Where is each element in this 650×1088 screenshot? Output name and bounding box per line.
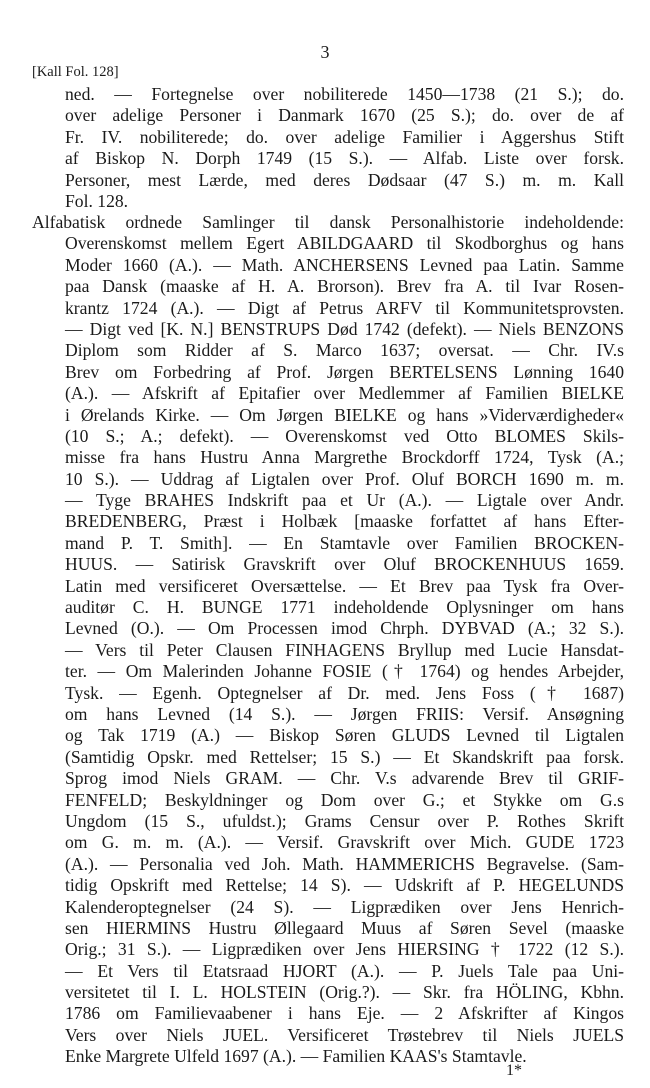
text-line: ned. — Fortegnelse over nobiliterede 1450—1738 (21 S.); do. (65, 84, 624, 104)
text-line: mand P. T. Smith]. — En Stamtavle over Familien BROCKEN- (65, 532, 624, 553)
text-line: Enke Margrete Ulfeld 1697 (A.). — Familien KAAS's Stamtavle. (65, 1046, 527, 1067)
text-line: (A.). — Afskrift af Epitafier over Medlemmer af Familien BIELKE (65, 383, 624, 404)
text-line: HUUS. — Satirisk Gravskrift over Oluf BROCKENHUUS 1659. (65, 554, 624, 575)
text-line: BREDENBERG, Præst i Holbæk [maaske forfattet af hans Efter- (65, 511, 624, 532)
entry-1 (32, 84, 624, 212)
text-line: versitetet til I. L. HOLSTEIN (Orig.?). — Skr. fra HÖLING, Kbhn. (65, 982, 624, 1003)
text-line: Ungdom (15 S., ufuldst.); Grams Censur over P. Rothes Skrift (65, 810, 624, 831)
text-line: Kalenderoptegnelser (24 S). — Ligprædiken over Jens Henrich- (65, 896, 624, 917)
text-line: FENFELD; Beskyldninger og Dom over G.; et Stykke om G.s (65, 789, 624, 810)
text-line: — Tyge BRAHES Indskrift paa et Ur (A.). — Ligtale over Andr. (65, 490, 624, 511)
text-line: og Tak 1719 (A.) — Biskop Søren GLUDS Levned til Ligtalen (65, 725, 624, 746)
text-line: — Et Vers til Etatsraad HJORT (A.). — P. Juels Tale paa Uni- (65, 960, 624, 981)
text-line: om hans Levned (14 S.). — Jørgen FRIIS: Versif. Ansøgning (65, 703, 624, 724)
text-line: auditør C. H. BUNGE 1771 indeholdende Oplysninger om hans (65, 597, 624, 618)
text-line: Alfabatisk ordnede Samlinger til dansk Personalhistorie indeholdende: (32, 212, 624, 232)
text-line: Levned (O.). — Om Processen imod Chrph. DYBVAD (A.; 32 S.). (65, 618, 624, 639)
text-line: (A.). — Personalia ved Joh. Math. HAMMERICHS Begravelse. (Sam- (65, 853, 624, 874)
text-line: misse fra hans Hustru Anna Margrethe Brockdorff 1724, Tysk (A.; (65, 447, 624, 468)
text-line: 1786 om Familievaabener i hans Eje. — 2 Afskrifter af Kingos (65, 1003, 624, 1024)
text-line: paa Dansk (maaske af H. A. Brorson). Brev fra A. til Ivar Rosen- (65, 276, 624, 297)
text-line: Moder 1660 (A.). — Math. ANCHERSENS Levned paa Latin. Samme (65, 254, 624, 275)
text-line: Overenskomst mellem Egert ABILDGAARD til Skodborghus og hans (65, 233, 624, 254)
text-line: Tysk. — Egenh. Optegnelser af Dr. med. Jens Foss († 1687) (65, 682, 624, 703)
text-line: sen HIERMINS Hustru Øllegaard Muus af Søren Sevel (maaske (65, 917, 624, 938)
text-line: krantz 1724 (A.). — Digt af Petrus ARFV til Kommunitetsprovsten. (65, 297, 624, 318)
text-line: i Ørelands Kirke. — Om Jørgen BIELKE og hans »Viderværdigheder« (65, 404, 624, 425)
text-line: Diplom som Ridder af S. Marco 1637; oversat. — Chr. IV.s (65, 340, 624, 361)
text-line: 10 S.). — Uddrag af Ligtalen over Prof. Oluf BORCH 1690 m. m. (65, 468, 624, 489)
text-line: (10 S.; A.; defekt). — Overenskomst ved Otto BLOMES Skils- (65, 425, 624, 446)
signature-mark: 1* (506, 1062, 522, 1079)
entry-2 (32, 212, 624, 1068)
text-line: Fr. IV. nobiliterede; do. over adelige Familier i Aggershus Stift (65, 126, 624, 147)
text-line: Vers over Niels JUEL. Versificeret Trøstebrev til Niels JUELS (65, 1024, 624, 1045)
text-line: Personer, mest Lærde, med deres Dødsaar (47 S.) m. m. Kall (65, 169, 624, 190)
text-line: af Biskop N. Dorph 1749 (15 S.). — Alfab. Liste over forsk. (65, 148, 624, 169)
text-line: — Vers til Peter Clausen FINHAGENS Bryllup med Lucie Hansdat- (65, 639, 624, 660)
text-line: om G. m. m. (A.). — Versif. Gravskrift over Mich. GUDE 1723 (65, 832, 624, 853)
text-line: over adelige Personer i Danmark 1670 (25 S.); do. over de af (65, 105, 624, 126)
text-line: Sprog imod Niels GRAM. — Chr. V.s advarende Brev til GRIF- (65, 768, 624, 789)
text-line: Brev om Forbedring af Prof. Jørgen BERTELSENS Lønning 1640 (65, 361, 624, 382)
text-line: Latin med versificeret Oversættelse. — Et Brev paa Tysk fra Over- (65, 575, 624, 596)
text-line: (Samtidig Opskr. med Rettelser; 15 S.) — Et Skandskrift paa forsk. (65, 746, 624, 767)
text-line: ter. — Om Malerinden Johanne FOSIE († 1764) og hendes Arbejder, (65, 661, 624, 682)
text-line: Fol. 128. (65, 190, 129, 211)
page-number: 3 (320, 42, 330, 62)
text-line: — Digt ved [K. N.] BENSTRUPS Død 1742 (defekt). — Niels BENZONS (65, 318, 624, 339)
text-line: tidig Opskrift med Rettelse; 14 S). — Udskrift af P. HEGELUNDS (65, 875, 624, 896)
text-line: Orig.; 31 S.). — Ligprædiken over Jens HIERSING † 1722 (12 S.). (65, 939, 624, 960)
margin-note: [Kall Fol. 128] (32, 64, 119, 80)
